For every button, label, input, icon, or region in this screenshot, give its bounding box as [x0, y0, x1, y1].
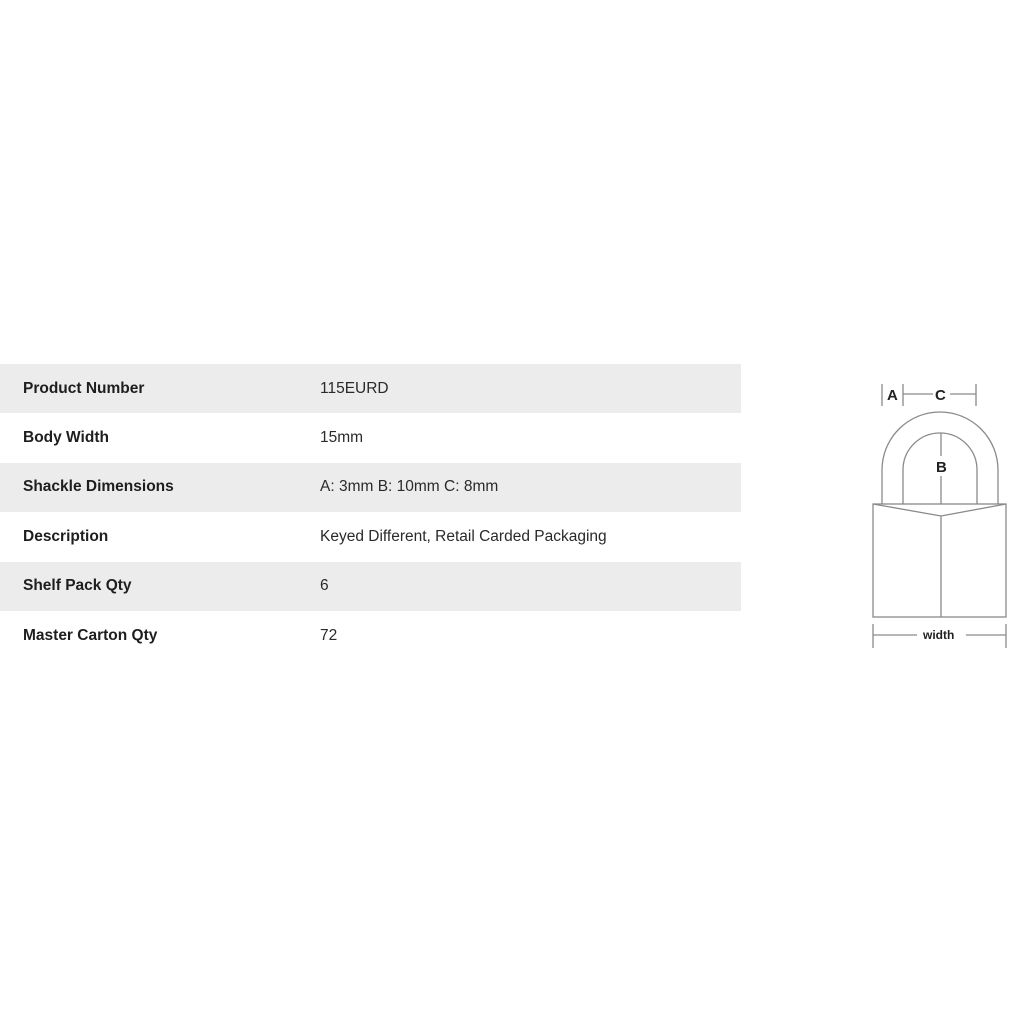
dim-label-c: C	[935, 387, 946, 404]
shackle-outer	[882, 412, 998, 504]
spec-table	[0, 364, 741, 660]
spec-label: Description	[23, 527, 109, 545]
spec-label: Master Carton Qty	[23, 626, 158, 644]
spec-value: A: 3mm B: 10mm C: 8mm	[320, 478, 499, 496]
body-facet-top	[873, 504, 1006, 516]
spec-label: Shackle Dimensions	[23, 478, 174, 496]
dim-label-b: B	[936, 459, 947, 476]
spec-row-master-carton-qty	[0, 611, 741, 660]
spec-value: 115EURD	[320, 379, 389, 397]
spec-row-shelf-pack-qty	[0, 562, 741, 611]
spec-value: 15mm	[320, 429, 364, 447]
spec-value: 6	[320, 577, 329, 595]
spec-row-shackle-dimensions	[0, 463, 741, 512]
padlock-dimension-diagram	[862, 376, 1022, 656]
padlock-body	[873, 504, 1006, 617]
spec-label: Body Width	[23, 429, 109, 447]
spec-row-body-width	[0, 413, 741, 462]
spec-value: Keyed Different, Retail Carded Packaging	[320, 527, 607, 545]
dim-label-width: width	[923, 628, 955, 642]
spec-label: Product Number	[23, 379, 145, 397]
spec-row-description	[0, 512, 741, 561]
dim-label-a: A	[887, 387, 898, 404]
padlock-icon	[862, 376, 1022, 656]
spec-label: Shelf Pack Qty	[23, 577, 132, 595]
spec-row-product-number	[0, 364, 741, 413]
spec-value: 72	[320, 626, 338, 644]
